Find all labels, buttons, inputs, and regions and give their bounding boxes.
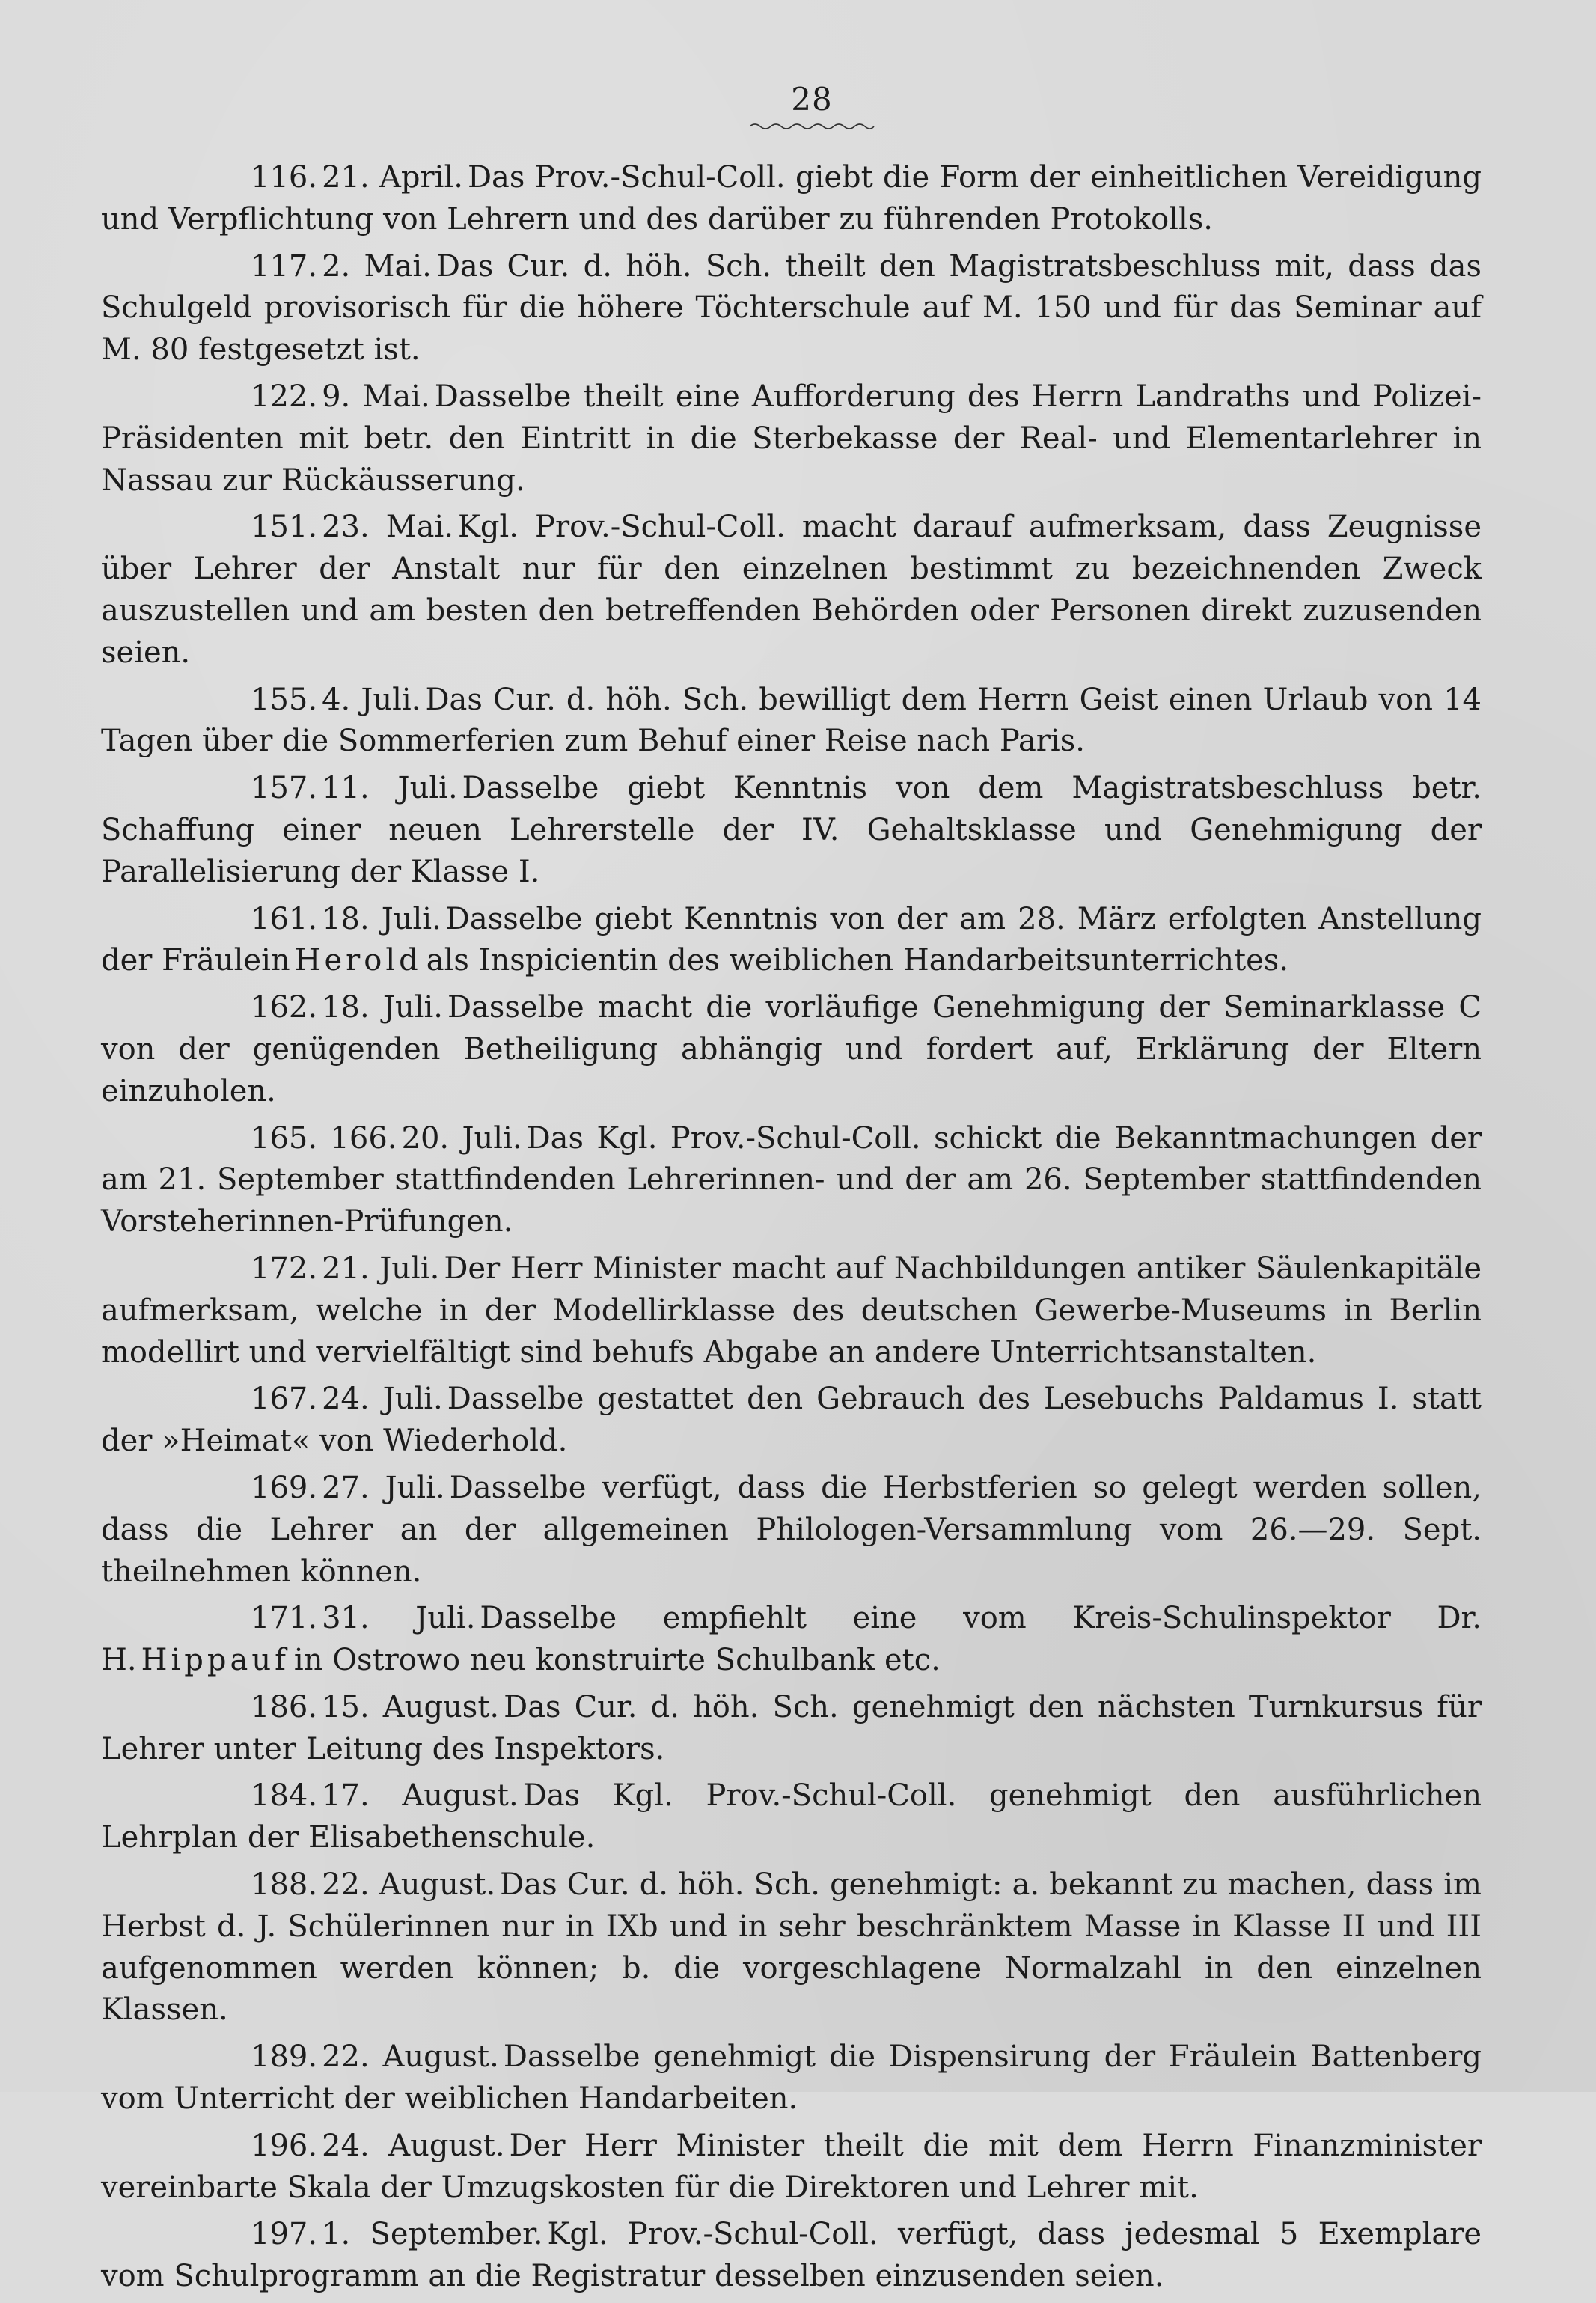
entry-162 bbox=[101, 987, 1482, 1112]
entry-169 bbox=[101, 1468, 1482, 1593]
entry-number: 167. bbox=[251, 1382, 318, 1417]
entry-number: 161. bbox=[251, 901, 318, 936]
entry-number: 196. bbox=[251, 2128, 318, 2163]
entry-186 bbox=[101, 1687, 1482, 1771]
entry-date: 20. Juli. bbox=[401, 1120, 522, 1156]
entry-date: 18. Juli. bbox=[322, 901, 441, 936]
entry-text: Das Cur. d. höh. Sch. genehmigt: a. bekannt zu machen, dass im Herbst d. J. Schülerinnen nur in IXb und in sehr beschränktem Masse in Klasse II und III aufgenommen werden können; b. die vorgeschlagene Normalzahl in den einzelnen Klassen. bbox=[101, 1867, 1482, 2028]
entry-165-166 bbox=[101, 1118, 1482, 1243]
entry-text: Der Herr Minister macht auf Nachbildungen antiker Säulenkapitäle aufmerksam, welche in der Modellirklasse des deutschen Gewerbe-Museums in Berlin modellirt und vervielfältigt sind behufs Abgabe an andere Unterrichtsanstalten. bbox=[101, 1251, 1482, 1370]
entry-number: 172. bbox=[251, 1251, 318, 1286]
person-name: Hippauf bbox=[141, 1643, 290, 1678]
entry-number: 171. bbox=[251, 1601, 318, 1636]
entry-text: Dasselbe giebt Kenntnis von dem Magistratsbeschluss betr. Schaffung einer neuen Lehrerstelle der IV. Gehaltsklasse und Genehmigung der Parallelisierung der Klasse I. bbox=[101, 771, 1482, 889]
entry-date: 1. September. bbox=[322, 2217, 543, 2252]
entry-date: 31. Juli. bbox=[322, 1601, 476, 1636]
entry-date: 21. April. bbox=[322, 160, 463, 195]
entry-text: Dasselbe verfügt, dass die Herbstferien so gelegt werden sollen, dass die Lehrer an der allgemeinen Philologen-Versammlung vom 26.—29. Sept. theilnehmen können. bbox=[101, 1470, 1482, 1589]
entry-171 bbox=[101, 1598, 1482, 1682]
entry-text: Dasselbe theilt eine Aufforderung des Herrn Landraths und Polizei-Präsidenten mit betr. den Eintritt in die Sterbekasse der Real- und Elementarlehrer in Nassau zur Rückäusserung. bbox=[101, 379, 1482, 498]
person-name: Herold bbox=[294, 943, 422, 978]
entry-number: 162. bbox=[251, 990, 318, 1025]
entry-text: Der Herr Minister theilt die mit dem Herrn Finanzminister vereinbarte Skala der Umzugskosten für die Direktoren und Lehrer mit. bbox=[101, 2128, 1482, 2205]
page-number-ornament bbox=[748, 121, 875, 132]
entry-date: 22. August. bbox=[322, 1867, 496, 1903]
entry-number: 197. bbox=[251, 2217, 318, 2252]
entry-number: 188. bbox=[251, 1867, 318, 1903]
entry-157 bbox=[101, 768, 1482, 893]
entry-text: Das Cur. d. höh. Sch. genehmigt den nächsten Turnkursus für Lehrer unter Leitung des Inspektors. bbox=[101, 1689, 1482, 1766]
entry-date: 18. Juli. bbox=[322, 990, 444, 1025]
entry-date: 24. August. bbox=[322, 2128, 505, 2163]
entry-text-before: Dasselbe empfiehlt eine vom Kreis-Schulinspektor Dr. H. bbox=[101, 1601, 1482, 1678]
entry-text: Das Cur. d. höh. Sch. theilt den Magistratsbeschluss mit, dass das Schulgeld provisorisch für die höhere Töchterschule auf M. 150 und für das Seminar auf M. 80 festgesetzt ist. bbox=[101, 248, 1482, 367]
entry-number: 116. bbox=[251, 160, 318, 195]
entry-number: 186. bbox=[251, 1689, 318, 1724]
entry-151 bbox=[101, 507, 1482, 674]
entry-date: 9. Mai. bbox=[322, 379, 430, 414]
entry-161 bbox=[101, 899, 1482, 983]
entry-172 bbox=[101, 1248, 1482, 1373]
entry-text: Dasselbe gestattet den Gebrauch des Lesebuchs Paldamus I. statt der »Heimat« von Wiederhold. bbox=[101, 1382, 1482, 1459]
entry-number: 184. bbox=[251, 1778, 318, 1814]
entry-number: 169. bbox=[251, 1470, 318, 1505]
entry-text: Das Prov.-Schul-Coll. giebt die Form der einheitlichen Vereidigung und Verpflichtung von Lehrern und des darüber zu führenden Protokolls. bbox=[101, 160, 1482, 237]
entry-196 bbox=[101, 2126, 1482, 2209]
entry-117 bbox=[101, 246, 1482, 371]
entry-text-after: in Ostrowo neu konstruirte Schulbank etc. bbox=[293, 1643, 941, 1678]
entry-date: 2. Mai. bbox=[322, 248, 432, 284]
entry-date: 23. Mai. bbox=[322, 510, 454, 545]
entry-date: 21. Juli. bbox=[322, 1251, 440, 1286]
entry-number: 189. bbox=[251, 2040, 318, 2075]
entry-text-before: Dasselbe giebt Kenntnis von der am 28. März erfolgten Anstellung der Fräulein bbox=[101, 901, 1482, 978]
entry-text: Dasselbe genehmigt die Dispensirung der Fräulein Battenberg vom Unterricht der weiblichen Handarbeiten. bbox=[101, 2040, 1482, 2117]
entry-188 bbox=[101, 1864, 1482, 2031]
entry-text: Das Kgl. Prov.-Schul-Coll. genehmigt den ausführlichen Lehrplan der Elisabethenschule. bbox=[101, 1778, 1482, 1855]
entry-date: 27. Juli. bbox=[322, 1470, 445, 1505]
text-body bbox=[101, 157, 1482, 2303]
entry-date: 22. August. bbox=[322, 2040, 499, 2075]
entry-number: 151. bbox=[251, 510, 318, 545]
entry-text: Kgl. Prov.-Schul-Coll. verfügt, dass jedesmal 5 Exemplare vom Schulprogramm an die Registratur desselben einzusenden seien. bbox=[101, 2217, 1482, 2294]
entry-155 bbox=[101, 680, 1482, 763]
entry-number: 155. bbox=[251, 682, 318, 717]
entry-text: Das Cur. d. höh. Sch. bewilligt dem Herrn Geist einen Urlaub von 14 Tagen über die Sommerferien zum Behuf einer Reise nach Paris. bbox=[101, 682, 1482, 759]
entry-date: 4. Juli. bbox=[322, 682, 421, 717]
entry-text-after: als Inspicientin des weiblichen Handarbeitsunterrichtes. bbox=[426, 943, 1289, 978]
entry-text: Dasselbe macht die vorläufige Genehmigung der Seminarklasse C von der genügenden Betheiligung abhängig und fordert auf, Erklärung der Eltern einzuholen. bbox=[101, 990, 1482, 1108]
entry-197 bbox=[101, 2214, 1482, 2298]
entry-number: 165. 166. bbox=[251, 1120, 397, 1156]
entry-date: 11. Juli. bbox=[322, 771, 458, 806]
entry-189 bbox=[101, 2037, 1482, 2120]
entry-number: 122. bbox=[251, 379, 318, 414]
entry-date: 17. August. bbox=[322, 1778, 519, 1814]
entry-122 bbox=[101, 376, 1482, 501]
entry-date: 24. Juli. bbox=[322, 1382, 443, 1417]
entry-167 bbox=[101, 1379, 1482, 1462]
entry-116 bbox=[101, 157, 1482, 241]
entry-text: Kgl. Prov.-Schul-Coll. macht darauf aufmerksam, dass Zeugnisse über Lehrer der Anstalt nur für den einzelnen bestimmt zu bezeichnenden Zweck auszustellen und am besten den betreffenden Behörden oder Personen direkt zuzusenden seien. bbox=[101, 510, 1482, 670]
entry-number: 117. bbox=[251, 248, 318, 284]
entry-text: Das Kgl. Prov.-Schul-Coll. schickt die Bekanntmachungen der am 21. September stattfindenden Lehrerinnen- und der am 26. September stattfindenden Vorsteherinnen-Prüfungen. bbox=[101, 1120, 1482, 1239]
entry-number: 157. bbox=[251, 771, 318, 806]
entry-184 bbox=[101, 1775, 1482, 1859]
page-number: 28 bbox=[791, 81, 833, 118]
entry-date: 15. August. bbox=[322, 1689, 500, 1724]
